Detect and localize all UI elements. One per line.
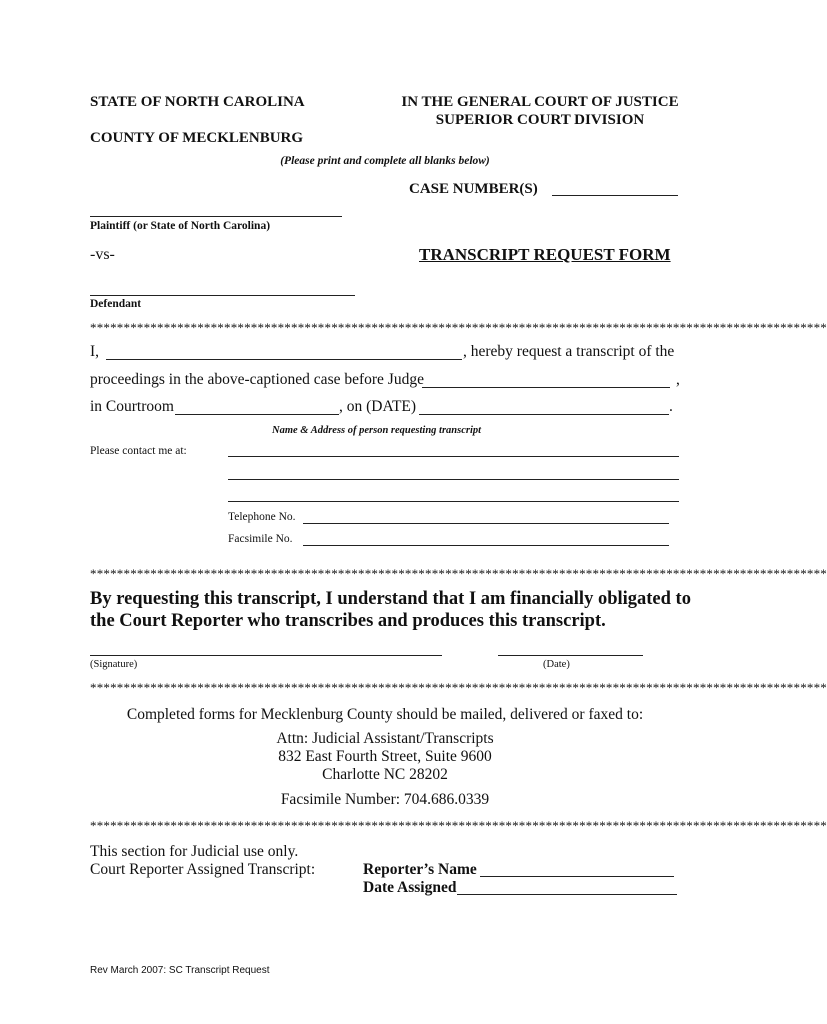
- signature-date-field[interactable]: [498, 655, 643, 656]
- contact-line-1[interactable]: [228, 456, 679, 457]
- revision-footer: Rev March 2007: SC Transcript Request: [90, 965, 270, 976]
- separator-stars: **************************************************************************************************************: [90, 680, 827, 695]
- mailing-street: 832 East Fourth Street, Suite 9600: [278, 748, 492, 765]
- obligation-line-1: By requesting this transcript, I understand that I am financially obligated to: [90, 589, 691, 609]
- contact-label: Please contact me at:: [90, 445, 187, 457]
- requester-name-field[interactable]: [106, 359, 462, 360]
- request-hereby-text: , hereby request a transcript of the: [463, 343, 675, 360]
- proceedings-text: proceedings in the above-captioned case before Judge: [90, 371, 424, 388]
- separator-stars: **************************************************************************************************************: [90, 818, 827, 833]
- telephone-field[interactable]: [303, 523, 669, 524]
- telephone-label: Telephone No.: [228, 511, 296, 523]
- vs-text: -vs-: [90, 246, 115, 263]
- contact-line-3[interactable]: [228, 501, 679, 502]
- date-assigned-field[interactable]: [457, 894, 677, 895]
- mailing-attn: Attn: Judicial Assistant/Transcripts: [276, 730, 494, 747]
- judicial-use-text: This section for Judicial use only.: [90, 843, 299, 860]
- date-label: , on (DATE): [339, 398, 417, 415]
- signature-label: (Signature): [90, 659, 138, 670]
- instruction-text: (Please print and complete all blanks below): [280, 155, 490, 167]
- name-address-label: Name & Address of person requesting transcript: [272, 425, 482, 436]
- date-assigned-label: Date Assigned: [363, 879, 457, 896]
- plaintiff-field[interactable]: [90, 216, 342, 217]
- mailing-fax: Facsimile Number: 704.686.0339: [280, 791, 490, 808]
- reporter-name-label: Reporter’s Name: [363, 861, 477, 878]
- court-heading-line1: IN THE GENERAL COURT OF JUSTICE: [401, 94, 679, 110]
- reporter-name-field[interactable]: [480, 876, 674, 877]
- facsimile-label: Facsimile No.: [228, 533, 293, 545]
- separator-stars: **************************************************************************************************************: [90, 566, 827, 581]
- state-heading: STATE OF NORTH CAROLINA: [90, 94, 305, 110]
- case-number-field[interactable]: [552, 195, 678, 196]
- courtroom-field[interactable]: [175, 414, 339, 415]
- assigned-transcript-text: Court Reporter Assigned Transcript:: [90, 861, 316, 878]
- signature-date-label: (Date): [543, 659, 570, 670]
- county-heading: COUNTY OF MECKLENBURG: [90, 130, 304, 146]
- defendant-field[interactable]: [90, 295, 355, 296]
- request-i-label: I,: [90, 343, 100, 360]
- separator-stars: **************************************************************************************************************: [90, 320, 827, 335]
- contact-line-2[interactable]: [228, 479, 679, 480]
- obligation-line-2: the Court Reporter who transcribes and produces this transcript.: [90, 611, 606, 631]
- form-title: TRANSCRIPT REQUEST FORM: [419, 245, 671, 264]
- signature-field[interactable]: [90, 655, 442, 656]
- defendant-label: Defendant: [90, 298, 142, 310]
- date-period: .: [669, 398, 673, 415]
- facsimile-field[interactable]: [303, 545, 669, 546]
- court-heading-line2: SUPERIOR COURT DIVISION: [435, 112, 645, 128]
- mailing-city: Charlotte NC 28202: [322, 766, 448, 783]
- judge-field[interactable]: [422, 387, 670, 388]
- judge-comma: ,: [676, 371, 680, 388]
- courtroom-label: in Courtroom: [90, 398, 174, 415]
- case-number-label: CASE NUMBER(S): [409, 181, 538, 197]
- plaintiff-label: Plaintiff (or State of North Carolina): [90, 220, 271, 232]
- mailing-intro: Completed forms for Mecklenburg County should be mailed, delivered or faxed to:: [126, 706, 644, 723]
- date-field[interactable]: [419, 414, 669, 415]
